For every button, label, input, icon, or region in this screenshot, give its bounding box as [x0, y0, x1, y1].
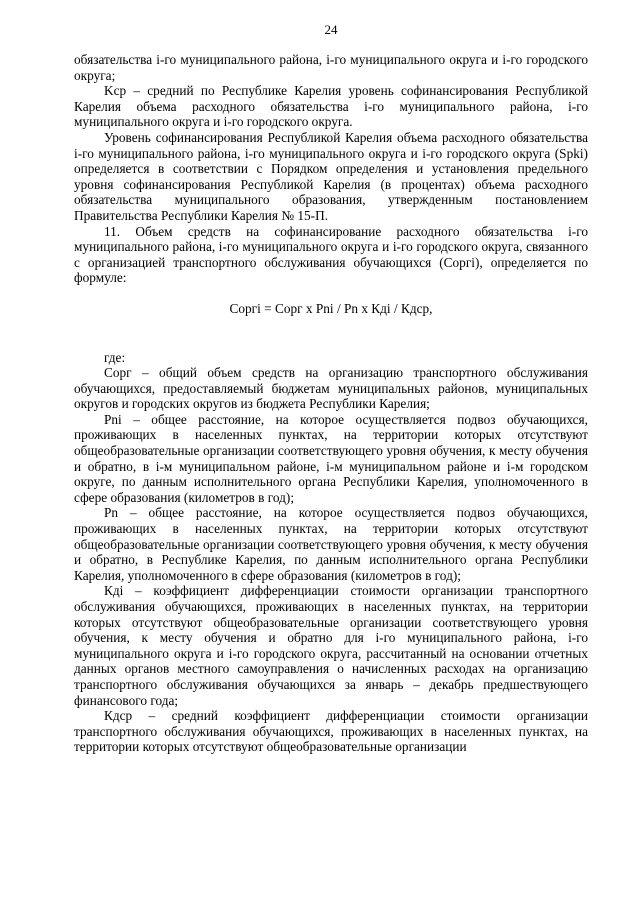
definition-pn: Pn – общее расстояние, на которое осуществляется подвоз обучающихся, проживающих в населенных пунктах, на территории которых отсутствуют общеобразовательные организации соответствующего уровня обучения, к месту обучения и обратно, в Республике Карелия, по данным исполнительного органа Республики Карелия, уполномоченного в сфере образования (километров в год);	[74, 505, 588, 583]
where-label: где:	[104, 349, 126, 365]
paragraph-continuation: обязательства i-го муниципального района, i-го муниципального округа и i-го городского округа;	[74, 52, 588, 83]
definition-pni: Pni – общее расстояние, на которое осуществляется подвоз обучающихся, проживающих в населенных пунктах, на территории которых отсутствуют общеобразовательные организации соответствующего уровня обучения, к месту обучения и обратно, в i-м муниципальном районе, i-м муниципальном районе и i-м городском округе, по данным исполнительного органа Республики Карелия, уполномоченного в сфере образования (километров в год);	[74, 411, 588, 505]
formula: Соргi = Сорг х Pni / Pn х Кдi / Кдср,	[229, 300, 433, 316]
definition-sorg: Сорг – общий объем средств на организацию транспортного обслуживания обучающихся, предоставляемый бюджетам муниципальных районов, муниципальных округов и городских округов из бюджета Республики Карелия;	[74, 365, 588, 412]
definition-kdcp: Кдср – средний коэффициент дифференциации стоимости организации транспортного обслуживания обучающихся, проживающих в населенных пунктах, на территории которых отсутствуют общеобразовательные организации	[74, 708, 588, 755]
paragraph-cofinancing-level: Уровень софинансирования Республикой Карелия объема расходного обязательства i-го муниципального района, i-го муниципального округа и i-го городского округа (Spki) определяется в соответствии с Порядком определения и установления предельного уровня софинансирования Республикой Карелия (в процентах) объема расходного обязательства муниципального образования, утвержденным постановлением Правительства Республики Карелия № 15-П.	[74, 129, 588, 223]
paragraph-item-11: 11. Объем средств на софинансирование расходного обязательства i-го муниципального района, i-го муниципального округа и i-го городского округа, связанного с организацией транспортного обслуживания обучающихся (Соргi), определяется по формуле:	[74, 223, 588, 286]
paragraph-kcp-definition: Kср – средний по Республике Карелия уровень софинансирования Республикой Карелия объема расходного обязательства i-го муниципального района, i-го муниципального округа и i-го городского округа.	[74, 83, 588, 130]
page-number: 24	[324, 22, 338, 37]
definition-kdi: Кдi – коэффициент дифференциации стоимости организации транспортного обслуживания обучающихся, проживающих в населенных пунктах, на территории которых отсутствуют общеобразовательные организации соответствующего уровня обучения, к месту обучения и обратно для i-го муниципального района, i-го муниципального округа и i-го городского округа, рассчитанный на основании отчетных данных органов местного самоуправления о начисленных расходах на организацию транспортного обслуживания обучающихся за январь – декабрь предшествующего финансового года;	[74, 583, 588, 708]
document-page	[74, 22, 588, 755]
